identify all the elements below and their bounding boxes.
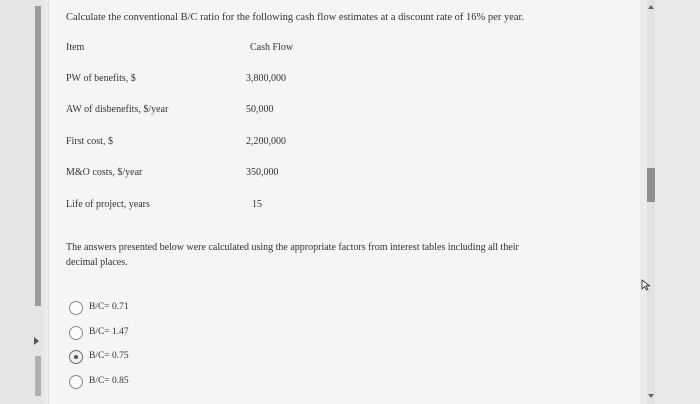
table-row [66, 167, 646, 187]
radio-button[interactable] [69, 326, 83, 340]
answer-option-2[interactable] [69, 325, 219, 341]
table-row [66, 136, 646, 156]
scroll-up-icon[interactable] [648, 5, 654, 9]
table-row [66, 73, 646, 93]
scrollbar-track[interactable] [647, 0, 655, 404]
table-header-row [66, 42, 646, 62]
row-item: M&O costs, $/year [66, 167, 143, 178]
answer-option-1[interactable] [69, 300, 219, 316]
option-label[interactable]: B/C= 1.47 [89, 327, 129, 337]
table-row [66, 104, 646, 124]
mouse-cursor-icon [641, 279, 651, 291]
option-label[interactable]: B/C= 0.71 [89, 302, 129, 312]
row-cash-flow: 350,000 [246, 167, 279, 178]
left-scrollbar-lower[interactable] [35, 356, 41, 396]
left-arrow-icon[interactable] [34, 337, 39, 345]
header-cash-flow: Cash Flow [250, 42, 294, 53]
radio-button-selected[interactable] [69, 350, 83, 364]
radio-button[interactable] [69, 375, 83, 389]
table-row [66, 199, 646, 219]
answer-option-4[interactable] [69, 374, 219, 390]
row-item: Life of project, years [66, 199, 150, 210]
radio-button[interactable] [69, 301, 83, 315]
row-item: PW of benefits, $ [66, 73, 136, 84]
row-cash-flow: 15 [252, 199, 262, 210]
scroll-down-icon[interactable] [648, 394, 654, 398]
answer-option-3[interactable] [69, 349, 219, 365]
left-scrollbar[interactable] [35, 6, 41, 306]
instructions-note: The answers presented below were calculated using the appropriate factors from interest tables including all their decimal places. [66, 242, 519, 268]
scrollbar-thumb[interactable] [647, 168, 655, 202]
row-cash-flow: 3,800,000 [246, 73, 286, 84]
row-item: First cost, $ [66, 136, 113, 147]
option-label[interactable]: B/C= 0.75 [89, 351, 129, 361]
option-label[interactable]: B/C= 0.85 [89, 376, 129, 386]
row-item: AW of disbenefits, $/year [66, 104, 169, 115]
row-cash-flow: 50,000 [246, 104, 274, 115]
row-cash-flow: 2,200,000 [246, 136, 286, 147]
header-item: Item [66, 42, 85, 53]
question-text: Calculate the conventional B/C ratio for the following cash flow estimates at a discount rate of 16% per year. [66, 12, 525, 23]
